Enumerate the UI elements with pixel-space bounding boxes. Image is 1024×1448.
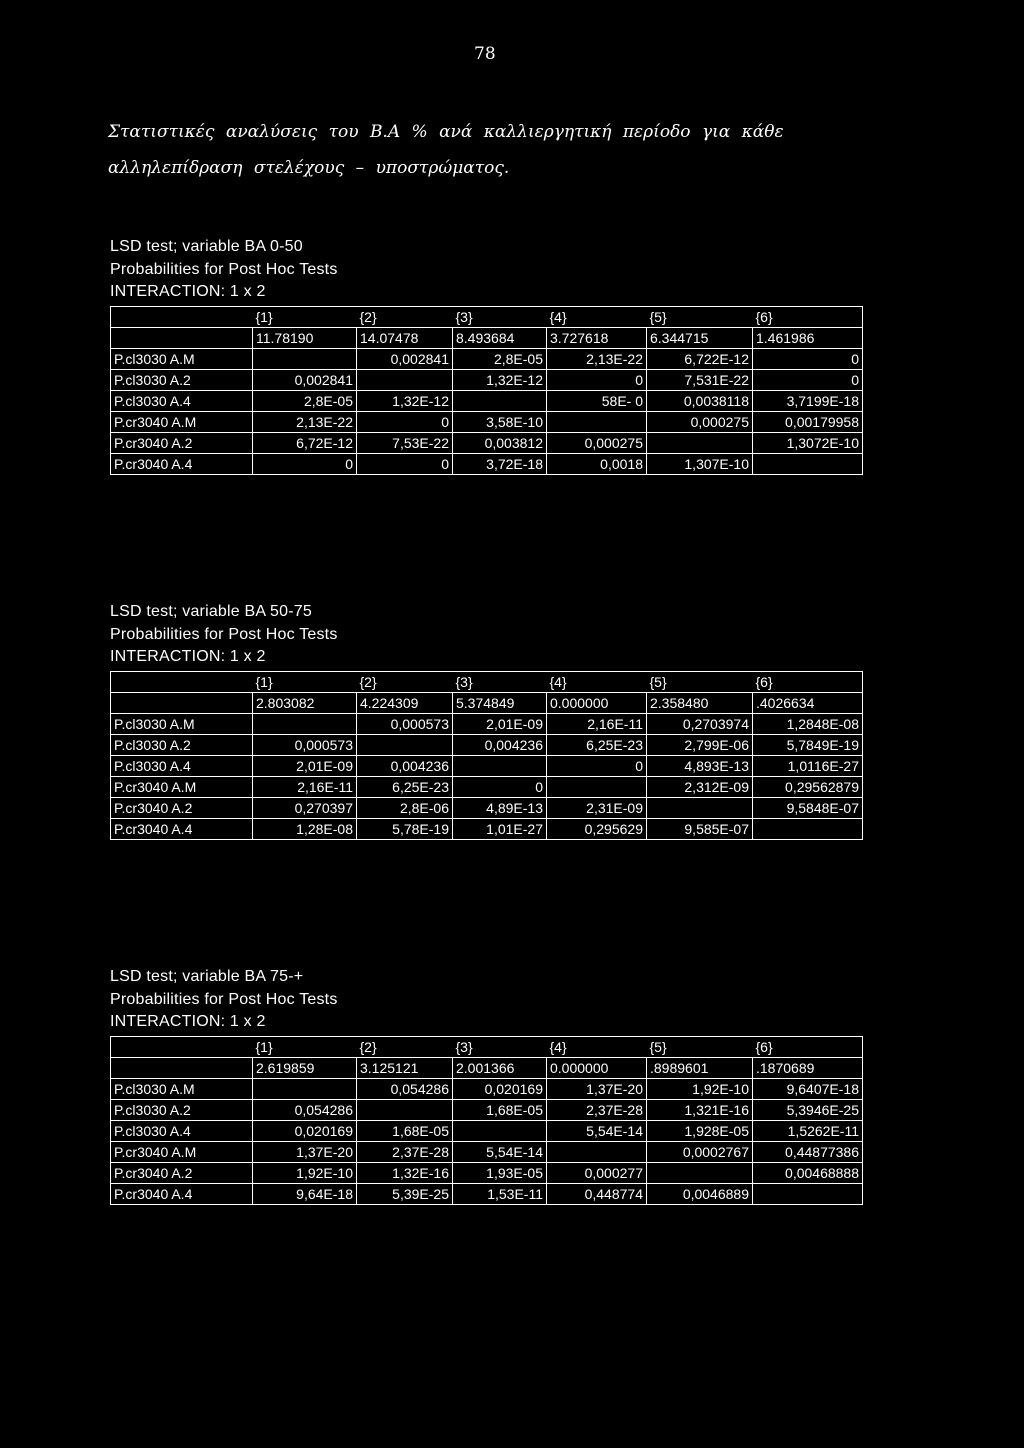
probability-cell: 0,0046889 [647, 1183, 753, 1204]
probability-cell: 1,928E-05 [647, 1120, 753, 1141]
probability-cell: 0 [547, 369, 647, 390]
row-label: P.cl3030 A.4 [111, 1120, 253, 1141]
table-row [111, 453, 863, 474]
probability-cell: 0,448774 [547, 1183, 647, 1204]
probability-cell: 0,000573 [357, 713, 453, 734]
probability-cell: 0,054286 [253, 1099, 357, 1120]
probability-cell [357, 369, 453, 390]
mean-value: 2.803082 [253, 692, 357, 713]
column-id: {1} [253, 671, 357, 692]
table-row [111, 776, 863, 797]
mean-value: 8.493684 [453, 327, 547, 348]
table-row [111, 390, 863, 411]
probability-cell: 1,37E-20 [253, 1141, 357, 1162]
probability-cell: 2,37E-28 [357, 1141, 453, 1162]
column-id: {6} [753, 1036, 863, 1057]
row-label: P.cr3040 A.4 [111, 1183, 253, 1204]
probability-cell: 9,6407E-18 [753, 1078, 863, 1099]
probability-cell: 1,2848E-08 [753, 713, 863, 734]
column-id: {3} [453, 306, 547, 327]
column-id-row [111, 1036, 863, 1057]
probability-cell: 1,0116E-27 [753, 755, 863, 776]
column-id-row [111, 671, 863, 692]
probability-cell [253, 1078, 357, 1099]
probabilities-heading: Probabilities for Post Hoc Tests [110, 260, 338, 278]
table-row [111, 1120, 863, 1141]
probability-cell [547, 776, 647, 797]
probability-cell: 0 [253, 453, 357, 474]
column-id: {2} [357, 671, 453, 692]
means-row [111, 327, 863, 348]
lsd-block-ba-50-75 [110, 601, 863, 840]
mean-value: .8989601 [647, 1057, 753, 1078]
row-label: P.cl3030 A.M [111, 348, 253, 369]
mean-value: 0.000000 [547, 692, 647, 713]
row-label: P.cr3040 A.4 [111, 453, 253, 474]
probability-cell: 0,00468888 [753, 1162, 863, 1183]
mean-value: 2.619859 [253, 1057, 357, 1078]
probability-cell: 2,799E-06 [647, 734, 753, 755]
column-id-row [111, 306, 863, 327]
table-row [111, 432, 863, 453]
table-row [111, 734, 863, 755]
probability-cell: 0,004236 [453, 734, 547, 755]
probability-cell: 0,295629 [547, 818, 647, 839]
column-id: {4} [547, 1036, 647, 1057]
probability-cell: 0,000275 [547, 432, 647, 453]
probability-cell: 0,054286 [357, 1078, 453, 1099]
probability-cell: 1,3072E-10 [753, 432, 863, 453]
mean-value: 2.001366 [453, 1057, 547, 1078]
row-label: P.cr3040 A.M [111, 776, 253, 797]
probability-cell [547, 411, 647, 432]
probability-cell: 4,89E-13 [453, 797, 547, 818]
probability-cell [647, 1162, 753, 1183]
column-id: {2} [357, 306, 453, 327]
probability-cell: 0,2703974 [647, 713, 753, 734]
mean-value: 0.000000 [547, 1057, 647, 1078]
probability-cell: 58E- 0 [547, 390, 647, 411]
probability-cell: 2,16E-11 [547, 713, 647, 734]
column-id: {1} [253, 1036, 357, 1057]
probability-cell: 7,53E-22 [357, 432, 453, 453]
probability-cell: 0,000275 [647, 411, 753, 432]
table-row [111, 1162, 863, 1183]
probability-cell: 1,68E-05 [453, 1099, 547, 1120]
probability-cell: 2,13E-22 [253, 411, 357, 432]
probabilities-table [110, 1036, 863, 1205]
mean-value: 1.461986 [753, 327, 863, 348]
probability-cell: 2,01E-09 [253, 755, 357, 776]
corner-cell [111, 692, 253, 713]
probability-cell: 0 [753, 348, 863, 369]
probability-cell: 0,020169 [253, 1120, 357, 1141]
row-label: P.cr3040 A.2 [111, 797, 253, 818]
row-label: P.cr3040 A.4 [111, 818, 253, 839]
title-line-1: Στατιστικές αναλύσεις του Β.Α % ανά καλλιεργητική περίοδο για κάθε [108, 122, 784, 142]
probability-cell: 1,92E-10 [253, 1162, 357, 1183]
probability-cell [547, 1141, 647, 1162]
probability-cell: 0,270397 [253, 797, 357, 818]
probability-cell: 7,531E-22 [647, 369, 753, 390]
page-number: 78 [474, 44, 496, 64]
corner-cell [111, 671, 253, 692]
table-row [111, 1183, 863, 1204]
mean-value: 3.727618 [547, 327, 647, 348]
means-row [111, 692, 863, 713]
interaction-heading: INTERACTION: 1 x 2 [110, 1013, 266, 1030]
probability-cell: 1,01E-27 [453, 818, 547, 839]
probability-cell [453, 755, 547, 776]
probability-cell: 0,004236 [357, 755, 453, 776]
probability-cell: 0,000573 [253, 734, 357, 755]
table-row [111, 1078, 863, 1099]
row-label: P.cr3040 A.M [111, 411, 253, 432]
probability-cell: 1,32E-12 [357, 390, 453, 411]
table-row [111, 348, 863, 369]
lsd-block-ba-75-plus [110, 966, 863, 1205]
probability-cell [357, 734, 453, 755]
mean-value: .1870689 [753, 1057, 863, 1078]
probability-cell: 5,54E-14 [547, 1120, 647, 1141]
mean-value: 3.125121 [357, 1057, 453, 1078]
probability-cell: 0 [547, 755, 647, 776]
corner-cell [111, 306, 253, 327]
column-id: {3} [453, 671, 547, 692]
probability-cell: 4,893E-13 [647, 755, 753, 776]
probability-cell: 2,13E-22 [547, 348, 647, 369]
probability-cell [453, 1120, 547, 1141]
probabilities-heading: Probabilities for Post Hoc Tests [110, 990, 338, 1008]
probability-cell: 9,5848E-07 [753, 797, 863, 818]
probability-cell: 5,78E-19 [357, 818, 453, 839]
probability-cell: 1,321E-16 [647, 1099, 753, 1120]
column-id: {5} [647, 671, 753, 692]
probability-cell: 2,31E-09 [547, 797, 647, 818]
probability-cell: 0 [453, 776, 547, 797]
table-row [111, 755, 863, 776]
probability-cell: 0,003812 [453, 432, 547, 453]
probability-cell: 5,3946E-25 [753, 1099, 863, 1120]
probability-cell: 0,0038118 [647, 390, 753, 411]
table-row [111, 797, 863, 818]
probability-cell: 0 [357, 411, 453, 432]
mean-value: 2.358480 [647, 692, 753, 713]
mean-value: 14.07478 [357, 327, 453, 348]
row-label: P.cr3040 A.2 [111, 432, 253, 453]
mean-value: .4026634 [753, 692, 863, 713]
probability-cell: 9,64E-18 [253, 1183, 357, 1204]
probability-cell: 3,58E-10 [453, 411, 547, 432]
column-id: {6} [753, 671, 863, 692]
table-row [111, 1141, 863, 1162]
probabilities-table [110, 671, 863, 840]
probability-cell: 5,7849E-19 [753, 734, 863, 755]
lsd-heading: LSD test; variable BA 50-75 [110, 603, 312, 620]
probability-cell: 2,312E-09 [647, 776, 753, 797]
lsd-heading: LSD test; variable BA 75-+ [110, 968, 304, 985]
column-id: {4} [547, 671, 647, 692]
column-id: {5} [647, 1036, 753, 1057]
row-label: P.cl3030 A.4 [111, 390, 253, 411]
row-label: P.cr3040 A.M [111, 1141, 253, 1162]
probability-cell: 2,16E-11 [253, 776, 357, 797]
probability-cell: 6,25E-23 [547, 734, 647, 755]
mean-value: 11.78190 [253, 327, 357, 348]
probability-cell: 1,307E-10 [647, 453, 753, 474]
probability-cell: 2,37E-28 [547, 1099, 647, 1120]
probability-cell: 6,25E-23 [357, 776, 453, 797]
probabilities-heading: Probabilities for Post Hoc Tests [110, 625, 338, 643]
corner-cell [111, 1057, 253, 1078]
probability-cell [753, 1183, 863, 1204]
probability-cell: 5,54E-14 [453, 1141, 547, 1162]
row-label: P.cl3030 A.4 [111, 755, 253, 776]
probability-cell: 0,0002767 [647, 1141, 753, 1162]
probability-cell: 2,8E-05 [453, 348, 547, 369]
probability-cell [253, 348, 357, 369]
probability-cell: 0,002841 [357, 348, 453, 369]
row-label: P.cl3030 A.M [111, 1078, 253, 1099]
row-label: P.cl3030 A.2 [111, 369, 253, 390]
probability-cell: 6,722E-12 [647, 348, 753, 369]
table-row [111, 411, 863, 432]
probability-cell: 1,32E-16 [357, 1162, 453, 1183]
column-id: {3} [453, 1036, 547, 1057]
probability-cell: 0,00179958 [753, 411, 863, 432]
section-title [108, 114, 928, 186]
probability-cell: 2,8E-05 [253, 390, 357, 411]
probability-cell [453, 390, 547, 411]
probability-cell [357, 1099, 453, 1120]
probability-cell: 1,53E-11 [453, 1183, 547, 1204]
column-id: {1} [253, 306, 357, 327]
table-row [111, 713, 863, 734]
probability-cell [753, 818, 863, 839]
probability-cell: 6,72E-12 [253, 432, 357, 453]
column-id: {4} [547, 306, 647, 327]
column-id: {2} [357, 1036, 453, 1057]
column-id: {5} [647, 306, 753, 327]
probability-cell: 3,7199E-18 [753, 390, 863, 411]
title-line-2: αλληλεπίδραση στελέχους – υποστρώματος. [108, 158, 510, 178]
probability-cell [647, 797, 753, 818]
probability-cell: 1,92E-10 [647, 1078, 753, 1099]
lsd-heading: LSD test; variable BA 0-50 [110, 238, 303, 255]
probability-cell [647, 432, 753, 453]
corner-cell [111, 327, 253, 348]
probability-cell: 0,000277 [547, 1162, 647, 1183]
probability-cell: 0,44877386 [753, 1141, 863, 1162]
probability-cell: 1,93E-05 [453, 1162, 547, 1183]
probability-cell: 0,020169 [453, 1078, 547, 1099]
probabilities-table [110, 306, 863, 475]
column-id: {6} [753, 306, 863, 327]
table-row [111, 1099, 863, 1120]
probability-cell: 0 [357, 453, 453, 474]
row-label: P.cl3030 A.M [111, 713, 253, 734]
lsd-block-ba-0-50 [110, 236, 863, 475]
probability-cell: 2,8E-06 [357, 797, 453, 818]
probability-cell: 0,002841 [253, 369, 357, 390]
probability-cell: 1,32E-12 [453, 369, 547, 390]
interaction-heading: INTERACTION: 1 x 2 [110, 648, 266, 665]
probability-cell: 0,0018 [547, 453, 647, 474]
probability-cell: 9,585E-07 [647, 818, 753, 839]
row-label: P.cr3040 A.2 [111, 1162, 253, 1183]
probability-cell: 0,29562879 [753, 776, 863, 797]
probability-cell [753, 453, 863, 474]
probability-cell: 1,68E-05 [357, 1120, 453, 1141]
probability-cell: 2,01E-09 [453, 713, 547, 734]
probability-cell: 1,5262E-11 [753, 1120, 863, 1141]
mean-value: 6.344715 [647, 327, 753, 348]
table-row [111, 818, 863, 839]
probability-cell: 1,37E-20 [547, 1078, 647, 1099]
probability-cell: 1,28E-08 [253, 818, 357, 839]
interaction-heading: INTERACTION: 1 x 2 [110, 283, 266, 300]
probability-cell [253, 713, 357, 734]
probability-cell: 0 [753, 369, 863, 390]
mean-value: 4.224309 [357, 692, 453, 713]
probability-cell: 5,39E-25 [357, 1183, 453, 1204]
row-label: P.cl3030 A.2 [111, 1099, 253, 1120]
table-row [111, 369, 863, 390]
means-row [111, 1057, 863, 1078]
mean-value: 5.374849 [453, 692, 547, 713]
probability-cell: 3,72E-18 [453, 453, 547, 474]
row-label: P.cl3030 A.2 [111, 734, 253, 755]
corner-cell [111, 1036, 253, 1057]
